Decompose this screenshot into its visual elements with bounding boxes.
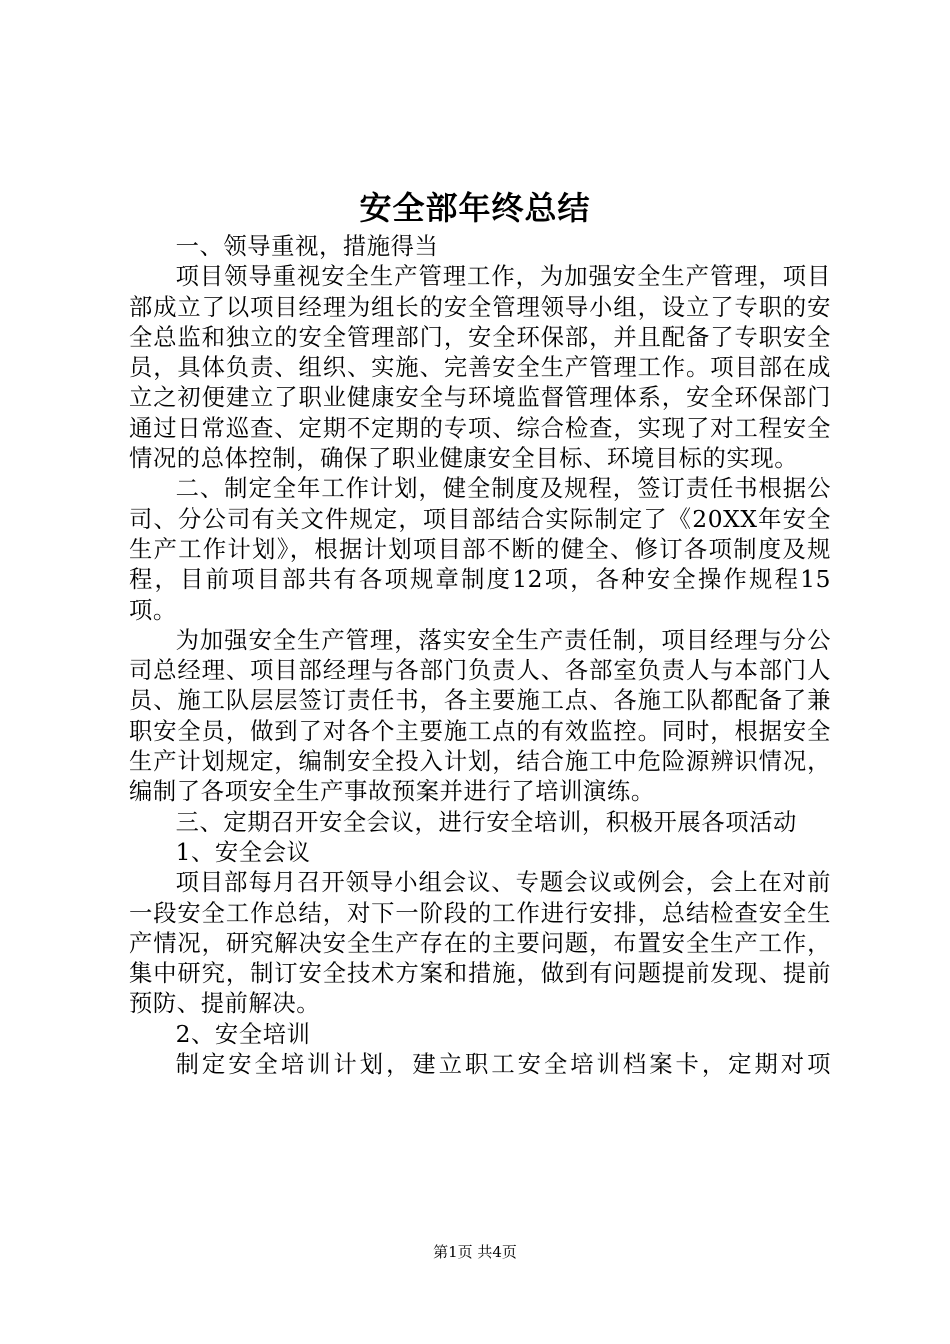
- subheading-safety-meeting: 1、安全会议: [175, 838, 311, 866]
- body-paragraph: 制定安全培训计划，建立职工安全培训档案卡，定期对项: [175, 1051, 831, 1079]
- document-body: [129, 232, 831, 1080]
- section-heading-1: 一、领导重视，措施得当: [175, 233, 439, 260]
- subheading-safety-training: 2、安全培训: [175, 1020, 311, 1048]
- body-paragraph: 项目领导重视安全生产管理工作，为加强安全生产管理，项目部成立了以项目经理为组长的安全管理领导小组，设立了专职的安全总监和独立的安全管理部门，安全环保部，并且配备了专职安全员，具体负责、组织、实施、完善安全生产管理工作。项目部在成立之初便建立了职业健康安全与环境监督管理体系，安全环保部门通过日常巡查、定期不定期的专项、综合检查，实现了对工程安全情况的总体控制，确保了职业健康安全目标、环境目标的实现。: [129, 263, 831, 473]
- section-heading-2-paragraph: 二、制定全年工作计划，健全制度及规程，签订责任书根据公司、分公司有关文件规定，项目部结合实际制定了《20XX年安全生产工作计划》，根据计划项目部不断的健全、修订各项制度及规程，目前项目部共有各项规章制度12项，各种安全操作规程15项。: [129, 475, 831, 624]
- section-heading-3: 三、定期召开安全会议，进行安全培训，积极开展各项活动: [175, 808, 797, 836]
- body-paragraph: 项目部每月召开领导小组会议、专题会议或例会，会上在对前一段安全工作总结，对下一阶段的工作进行安排，总结检查安全生产情况，研究解决安全生产存在的主要问题，布置安全生产工作，集中研究，制订安全技术方案和措施，做到有问题提前发现、提前预防、提前解决。: [129, 869, 831, 1018]
- page-number-footer: 第1页 共4页: [433, 1243, 517, 1261]
- document-title: 安全部年终总结: [359, 189, 591, 227]
- body-paragraph: 为加强安全生产管理，落实安全生产责任制，项目经理与分公司总经理、项目部经理与各部门负责人、各部室负责人与本部门人员、施工队层层签订责任书，各主要施工点、各施工队都配备了兼职安全员，做到了对各个主要施工点的有效监控。同时，根据安全生产计划规定，编制安全投入计划，结合施工中危险源辨识情况，编制了各项安全生产事故预案并进行了培训演练。: [129, 626, 831, 806]
